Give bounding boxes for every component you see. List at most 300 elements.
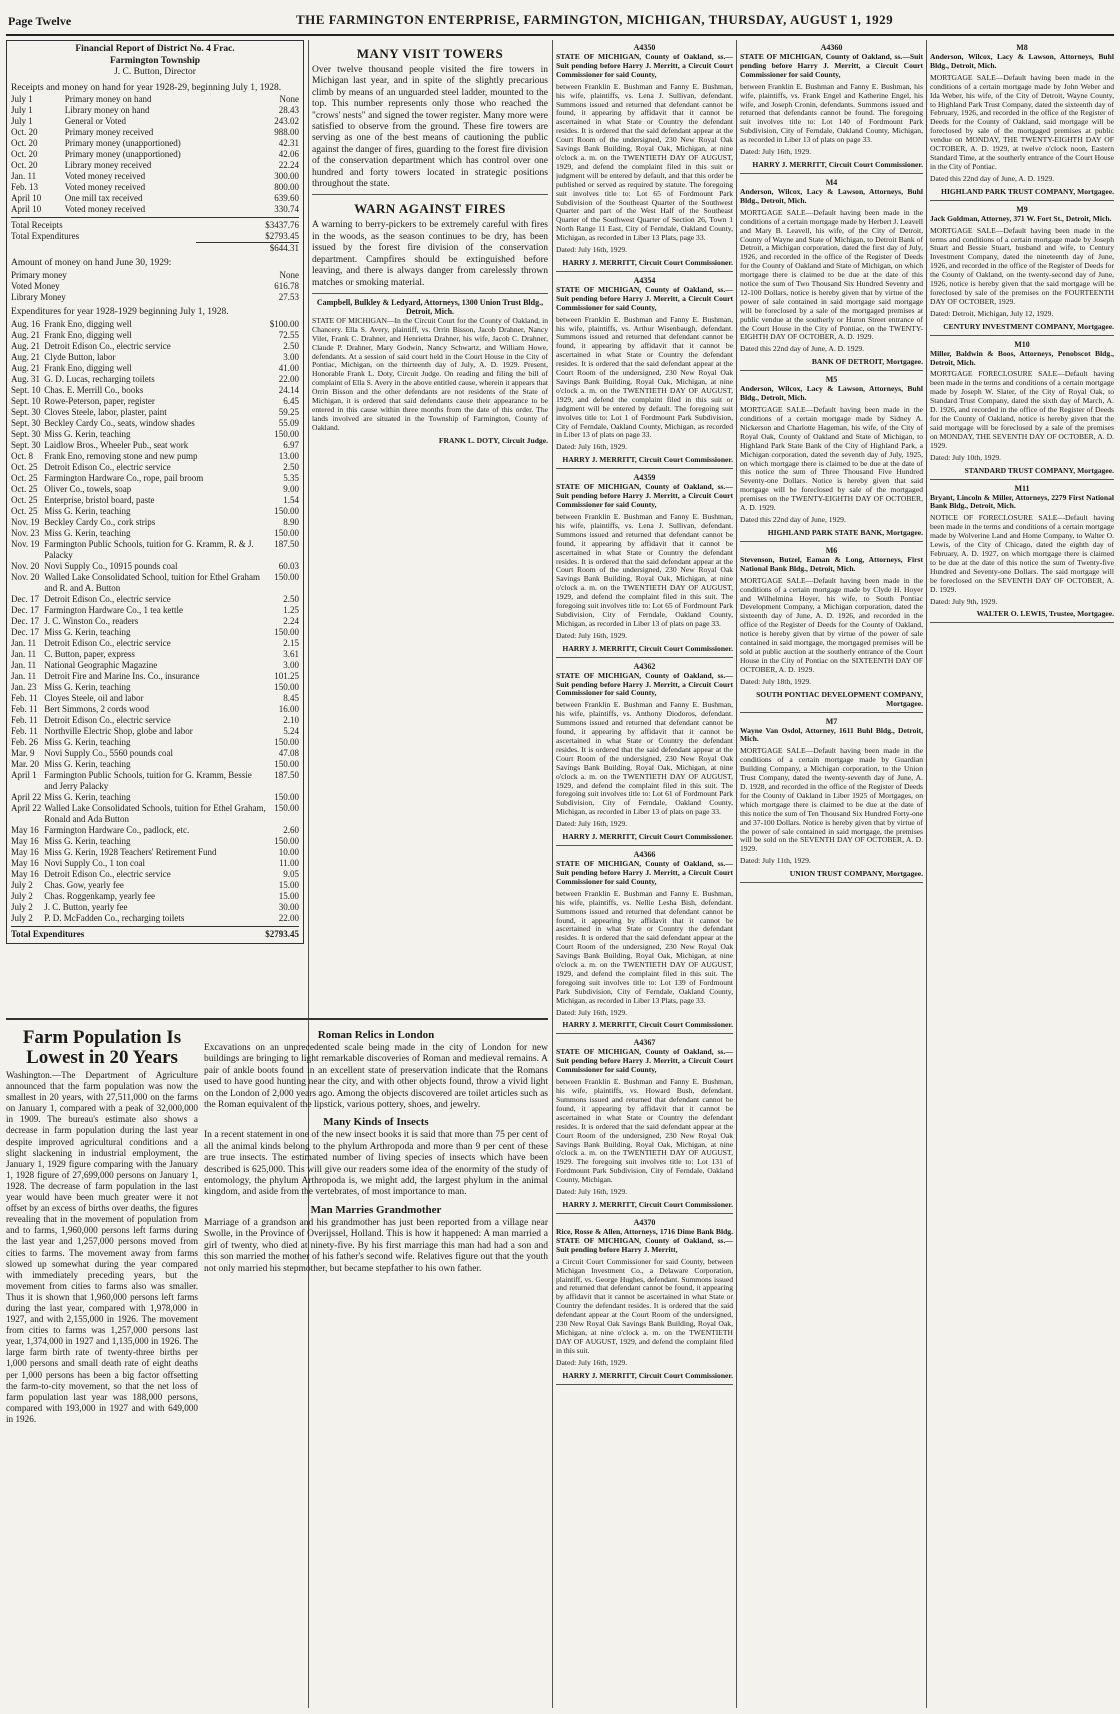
ledger-row: [11, 473, 299, 484]
ledger-item: Detroit Edison Co., electric service: [44, 868, 171, 879]
ledger-date: April 1: [11, 769, 37, 780]
ledger-amount: 2.50: [283, 593, 299, 604]
ledger-amount: 243.02: [274, 116, 299, 127]
ledger-amount: 8.45: [283, 692, 299, 703]
ledger-row: [11, 363, 299, 374]
ledger-row: [11, 281, 299, 292]
ledger-item: National Geographic Magazine: [44, 659, 158, 670]
ledger-row: [11, 748, 299, 759]
ledger-row: [11, 495, 299, 506]
ledger-date: Oct. 8: [11, 450, 33, 461]
ledger-row: [11, 270, 299, 281]
legal-notice: [556, 1218, 733, 1385]
legal-notice-head: Rice, Rosse & Allen, Attorneys, 1716 Dime Bank Bldg. STATE OF MICHIGAN, County of Oakland, ss.—Suit pending before Harry J. Merritt,: [556, 1226, 733, 1254]
legal-notice: [930, 205, 1114, 336]
ledger-row: [11, 869, 299, 880]
ledger-row: [11, 396, 299, 407]
ledger-amount: 1.54: [283, 494, 299, 505]
news-column: [312, 40, 548, 1014]
legal-notice-number: A4370: [633, 1217, 656, 1227]
ledger-date: Sept. 10: [11, 384, 41, 395]
ledger-row: [11, 704, 299, 715]
ledger-amount: 30.00: [278, 901, 299, 912]
ledger-row: [11, 880, 299, 891]
expenditures-table: [11, 319, 299, 924]
ledger-item: Library Money: [11, 291, 66, 302]
ledger-row: [11, 418, 299, 429]
ledger-row: [11, 127, 299, 138]
ledger-amount: 150.00: [274, 736, 299, 747]
ledger-row: [11, 204, 299, 215]
ledger-date: Feb. 11: [11, 725, 38, 736]
legal-notice-signature: HARRY J. MERRITT, Circuit Court Commissioner.: [752, 159, 923, 169]
ledger-date: Feb. 11: [11, 692, 38, 703]
ledger-amount: 6.45: [283, 395, 299, 406]
ledger-date: Oct. 25: [11, 461, 38, 472]
ledger-item: Miss G. Kerin, teaching: [44, 835, 131, 846]
total-expenditures-value: $2793.45: [265, 231, 299, 242]
ledger-amount: 72.55: [278, 329, 299, 340]
ledger-item: Chas. Roggenkamp, yearly fee: [44, 890, 155, 901]
ledger-row: [11, 440, 299, 451]
ledger-row: [11, 484, 299, 495]
ledger-row: [11, 561, 299, 572]
fires-headline: WARN AGAINST FIRES: [354, 201, 506, 217]
ledger-row: [11, 292, 299, 303]
legal-notice: [556, 473, 733, 657]
legal-notice-text: between Franklin E. Bushman and Fanny E. Bushman, his wife, plaintiffs, vs. Nellie Lesha Bish, defendant. Summons issued and returned that defendant cannot be found, it appearing by affidavit that it cannot be ascertained in what State or Country the defendant resides. It is ordered that the said defendant appear at the Court Room of the undersigned, 230 New Royal Oak Savings Bank Building, Royal Oak, Michigan, at nine o'clock a. m. on the TWENTIETH DAY OF AUGUST, 1929, and defend the complaint filed in this suit. The foregoing suit involves title to: Lot 139 of Fordmount Park Subdivision, City of Ferndale, Oakland County, Michigan, as recorded in Liber 13 Plats, page 33.: [556, 888, 733, 1005]
ledger-amount: 616.78: [274, 280, 299, 291]
ledger-amount: 1.25: [283, 604, 299, 615]
legal-notice-text: MORTGAGE SALE—Default having been made in the conditions of a certain mortgage made by Clyde H. Hoyer and Wilhelmina Hoyer, his wife, to South Pontiac Development Company, a Michigan corporation, dated the sixteenth day of June, A. D. 1926, and recorded in the office of the Register of Deeds for the County of Oakland, notice is hereby given that by virtue of the power of sale contained in said mortgage, the mortgaged premises will be sold at public auction at the southerly entrance of the Court House in the City of Pontiac on the SIXTEENTH DAY OF OCTOBER, A. D. 1929.: [740, 575, 923, 674]
total-receipts-value: $3437.76: [265, 220, 299, 231]
legal-notice-text: NOTICE OF FORECLOSURE SALE—Default having been made in the terms and conditions of a certain mortgage made by Wolverine Land and Home Company, to Walter O. Lewis, of the City of Chicago, dated the eighth day of February, A. D. 1927, on which mortgage there is claimed to be due at the date of this notice the sum of Twenty-five Hundred and Seventy-one Dollars. The said mortgage will be foreclosed on the SEVENTH DAY OF OCTOBER, A. D. 1929.: [930, 513, 1114, 594]
ledger-date: Jan. 11: [11, 637, 37, 648]
column-rule: [552, 40, 553, 1708]
legal-notice: [556, 850, 733, 1034]
ledger-date: Aug. 21: [11, 340, 40, 351]
ledger-row: [11, 836, 299, 847]
financial-report: [6, 40, 304, 1014]
legal-notice: [740, 43, 923, 174]
ledger-row: [11, 94, 299, 105]
ledger-item: Oliver Co., towels, soap: [44, 483, 132, 494]
ledger-row: [11, 451, 299, 462]
legal-notice-text: MORTGAGE SALE—Default having been made in the conditions of a certain mortgage made by Sidney A. Nickerson and Charlotte Hageman, his wife, of the City of Royal Oak, County of Oakland and State of Michigan, to Highland Park State Bank of the City of Highland Park, a Michigan corporation, dated the seventh day of July, 1925, on which mortgage there is claimed to be due at the date of this notice the sum of Three Thousand Five Hundred Seventy-one Dollars. Notice is hereby given that said mortgage will be foreclosed by sale of the mortgaged premises on the TWENTY-EIGHTH DAY OF OCTOBER, A. D. 1929.: [740, 405, 923, 513]
expenditures-total-value: $2793.45: [265, 928, 299, 939]
legal-notice-head: Jack Goldman, Attorney, 371 W. Fort St., Detroit, Mich.: [930, 213, 1112, 223]
ledger-amount: 47.08: [278, 747, 299, 758]
paper-title: THE FARMINGTON ENTERPRISE, FARMINGTON, MICHIGAN, THURSDAY, AUGUST 1, 1929: [296, 12, 894, 27]
legal-notice-signature: HARRY J. MERRITT, Circuit Court Commissioner.: [562, 257, 733, 267]
ledger-item: Detroit Edison Co., electric service: [44, 461, 171, 472]
ledger-date: Aug. 16: [11, 318, 40, 329]
ledger-row: [11, 182, 299, 193]
ledger-amount: 150.00: [274, 571, 299, 582]
legal-notice-head: Anderson, Wilcox, Lacy & Lawson, Attorneys, Buhl Bldg., Detroit, Mich.: [930, 52, 1114, 70]
ledger-amount: 300.00: [274, 171, 299, 182]
legal-notice-head: STATE OF MICHIGAN, County of Oakland, ss.—Suit pending before Harry J. Merritt, a Circuit Court Commissioner for said County,: [556, 52, 733, 79]
legal-notice-date: Dated: July 16th, 1929.: [556, 1357, 628, 1367]
report-director: J. C. Button, Director: [114, 67, 196, 78]
ledger-item: Beckley Cardy Co., cork strips: [44, 516, 156, 527]
column-rule: [736, 40, 737, 1708]
legal-notice-text: between Franklin E. Bushman and Fanny E. Bushman, his wife, plaintiffs, vs. Frank Engel and Katherine Engel, his wife, and Joseph Cronin, defendants. Summons issued and returned that defendants cannot be found. The foregoing suit involves title to: Lot 140 of Fordmount Park Subdivision, City of Ferndale, Oakland County, Michigan, as recorded in Liber 13 of plats on page 33.: [740, 81, 923, 145]
ledger-date: Jan. 11: [11, 670, 37, 681]
ledger-amount: 150.00: [274, 505, 299, 516]
ledger-row: [11, 638, 299, 649]
ledger-item: Primary money on hand: [64, 94, 152, 105]
legal-notice-signature: HIGHLAND PARK TRUST COMPANY, Mortgagee.: [941, 186, 1114, 196]
ledger-amount: 22.00: [278, 373, 299, 384]
ledger-amount: 150.00: [274, 835, 299, 846]
legal-notice-text: MORTGAGE SALE—Default having been made in the terms and conditions of a certain mortgage made by Joseph Stuart and Bessie Stuart, husband and wife, to Century Investment Company, dated the nineteenth day of June, 1926, and recorded in the office of the Register of Deeds for the County of Oakland, on the twenty-second day of June, 1926, notice is hereby given that the said mortgage will be foreclosed by sale of the premises on the FOURTEENTH DAY OF OCTOBER, 1929.: [930, 225, 1114, 306]
ledger-row: [11, 671, 299, 682]
short-items: [204, 1024, 548, 1708]
probate-text: STATE OF MICHIGAN—In the Circuit Court for the County of Oakland, in Chancery. Ella S. Avery, plaintiff, vs. Orrin Bisson, Jacob Drahner, Nancy Vilet, Frank C. Drahner, and Henrietta Drahner, his wife, Jacob C. Drahner, Claude P. Drahner, Mary Godwin, Nancy Schwartz, and William Howe, defendants. At a session of said court held in the Court House in the City of Pontiac, Michigan, on the thirteenth day of July, A. D. 1929. Present, Honorable Frank L. Doty, Circuit Judge. On reading and filing the bill of complaint of Ella S. Avery in the above entitled cause, wherein it appears that Orrin Bisson and the other defendants are not residents of the State of Michigan, it is ordered that said defendants cause their appearance to be entered in this cause within three months from the date of this order. The lands involved are situated in the Township of Farmington, County of Oakland.: [312, 315, 548, 432]
legal-notice: [930, 340, 1114, 480]
legal-notice-number: M5: [825, 375, 838, 385]
legal-notice-text: MORTGAGE SALE—Default having been made in the conditions of a certain mortgage made by John Weber and Ida Weber, his wife, of the City of Detroit, Wayne County, to Highland Park Trust Company, dated the sixteenth day of February, 1926, and recorded in the office of the Register of Deeds for the County of Oakland, said mortgage will be foreclosed by sale of the mortgaged premises at public vendue on MONDAY, THE TWENTY-EIGHTH DAY OF OCTOBER, A. D. 1929, at twelve o'clock noon, Eastern Standard Time, at the southerly entrance of the Court House in the City of Pontiac.: [930, 72, 1114, 171]
ledger-item: Clyde Button, labor: [44, 351, 116, 362]
expenditures-total: [11, 929, 299, 940]
legal-notice-text: between Franklin E. Bushman and Fanny E. Bushman, his wife, plaintiffs, vs. Anthony Diodoros, defendant. Summons issued and returned that defendant cannot be found, it appearing by affidavit that it cannot be ascertained in what State or Country the defendant resides. It is ordered that the said defendant appear at the Court Room of the undersigned, 230 New Royal Oak Savings Bank Building, Royal Oak, Michigan, at nine o'clock a. m. on the TWENTIETH DAY OF AUGUST, 1929, and defend the complaint filed in this suit. The foregoing suit involves title to: Lot 61 of Fordmount Park Subdivision, City of Ferndale, Oakland County, Michigan, as recorded in Liber 13 of plats on page 33.: [556, 700, 733, 817]
ledger-row: [11, 341, 299, 352]
total-expenditures-row: [11, 231, 299, 243]
ledger-date: Feb. 11: [11, 703, 38, 714]
legal-notice-signature: HARRY J. MERRITT, Circuit Court Commissioner.: [562, 455, 733, 465]
mortgage-notices-column-right: [930, 40, 1114, 1708]
ledger-date: Oct. 25: [11, 483, 38, 494]
ledger-date: Mar. 9: [11, 747, 35, 758]
legal-notice-head: STATE OF MICHIGAN, County of Oakland, ss.—Suit pending before Harry J. Merritt, a Circuit Court Commissioner for said County,: [556, 482, 733, 510]
page-label: Page Twelve: [8, 14, 72, 28]
towers-body: Over twelve thousand people visited the fire towers in Michigan last year, and in spite of the slightly precarious climb by means of an unguarded steel ladder, mounted to the top. This number represents only those who reached the "crows' nests" and signed the tower register. Many more were satisfied to observe from the ground. These fire towers are serving as one of the best means of cautioning the public against the danger of fires, guarding to the forest fire division of the conservation department which has control over one hundred and forty towers located in strategic positions throughout the state.: [312, 65, 548, 190]
report-title: Financial Report of District No. 4 Frac.: [75, 44, 235, 54]
legal-notice-head: STATE OF MICHIGAN, County of Oakland, ss.—Suit pending before Harry J. Merritt, a Circuit Court Commissioner for said County,: [556, 284, 733, 312]
legal-notice-text: a Circuit Court Commissioner for said County, between Michigan Investment Co., a Delaware Corporation, plaintiff, vs. George Hughes, defendant. Summons issued and returned that defendant cannot be found, it appearing by affidavit that it cannot be ascertained in what State or Country the defendant resides. It is ordered that the said defendant appear at the Court Room of the undersigned, 230 New Royal Oak Savings Bank Building, Royal Oak, Michigan, at nine o'clock a. m. on the TWENTIETH DAY OF AUGUST, 1929, and defend the complaint filed in this suit.: [556, 1256, 733, 1355]
legal-notice-head: Anderson, Wilcox, Lacy & Lawson, Attorneys, Buhl Bldg., Detroit, Mich.: [740, 186, 923, 205]
ledger-amount: 41.00: [278, 362, 299, 373]
ledger-amount: 2.50: [283, 461, 299, 472]
legal-notice-date: Dated: Detroit, Michigan, July 12, 1929.: [930, 308, 1054, 318]
legal-notice-number: M7: [825, 716, 838, 726]
legal-notice-date: Dated: July 16th, 1929.: [556, 1007, 628, 1017]
ledger-date: July 2: [11, 912, 33, 923]
ledger-amount: 187.50: [274, 769, 299, 780]
legal-notice-number: A4366: [633, 850, 656, 860]
ledger-date: Sept. 30: [11, 406, 41, 417]
grandmother-body: Marriage of a grandson and his grandmother has just been reported from a village near Swolle, in the Province of Overijssel, Holland. This is how it happened: A man married a girl of twenty, who died at ninety-five. By his first marriage this man had had a son and this son married the mother of his father's second wife. Relatives figure out that the youth not only married his stepmother, but became stepfather to his own father.: [204, 1217, 548, 1274]
ledger-amount: 150.00: [274, 527, 299, 538]
ledger-item: Miss G. Kerin, teaching: [44, 505, 131, 516]
ledger-item: Bert Simmons, 2 cords wood: [44, 703, 149, 714]
legal-notice: [930, 43, 1114, 201]
expend-intro: Expenditures for year 1928-1929 beginning July 1, 1928.: [11, 306, 229, 317]
legal-notice: [556, 662, 733, 846]
ledger-item: Miss G. Kerin, teaching: [44, 736, 131, 747]
legal-notice-signature: SOUTH PONTIAC DEVELOPMENT COMPANY, Mortgagee.: [756, 689, 923, 708]
legal-notice-number: M4: [825, 177, 838, 187]
ledger-date: Aug. 21: [11, 362, 40, 373]
ledger-item: Primary money: [11, 269, 67, 280]
legal-notice-date: Dated: July 16th, 1929.: [740, 147, 812, 157]
ledger-date: April 22: [11, 791, 42, 802]
report-intro: Receipts and money on hand for year 1928-29, beginning July 1, 1928.: [11, 82, 282, 93]
balance-row: [11, 243, 299, 255]
ledger-amount: 187.50: [274, 538, 299, 549]
total-receipts-label: Total Receipts: [11, 220, 63, 231]
ledger-date: Sept. 30: [11, 428, 41, 439]
ledger-amount: 6.97: [283, 439, 299, 450]
legal-notice-date: Dated this 22nd day of June, A. D. 1929.: [930, 173, 1055, 183]
ledger-date: Nov. 23: [11, 527, 40, 538]
ledger-row: [11, 913, 299, 924]
towers-headline: MANY VISIT TOWERS: [356, 46, 504, 61]
totals-table: [11, 220, 299, 254]
ledger-item: Chas. Gow, yearly fee: [44, 879, 124, 890]
ledger-item: Farmington Public Schools, tuition for G. Kramm, R. & J. Palacky: [44, 538, 254, 560]
ledger-date: Nov. 20: [11, 560, 40, 571]
fires-body: A warning to berry-pickers to be extremely careful with fires in the woods, as the season continues to be dry, has been issued by the forest fire division of the conservation department. Campfires should be extinguished before leaving, and there is always danger from carelessly thrown matches or smoking material.: [312, 220, 548, 288]
grandmother-headline: Man Marries Grandmother: [310, 1203, 442, 1216]
ledger-date: April 10: [11, 193, 42, 204]
ledger-row: [11, 539, 299, 561]
ledger-item: Novi Supply Co., 5560 pounds coal: [44, 747, 174, 758]
ledger-date: Dec. 17: [11, 593, 39, 604]
ledger-item: Beckley Cardy Co., seats, window shades: [44, 417, 195, 428]
legal-notice-signature: UNION TRUST COMPANY, Mortgagee.: [789, 869, 923, 879]
ledger-amount: 11.00: [279, 857, 299, 868]
ledger-amount: 2.50: [283, 340, 299, 351]
ledger-date: May 16: [11, 846, 39, 857]
ledger-date: May 16: [11, 824, 39, 835]
legal-notice: [556, 1038, 733, 1214]
ledger-amount: 59.25: [278, 406, 299, 417]
ledger-date: April 22: [11, 802, 42, 813]
ledger-item: Miss G. Kerin, teaching: [44, 791, 131, 802]
ledger-item: Detroit Edison Co., electric service: [44, 340, 171, 351]
legal-notice-signature: CENTURY INVESTMENT COMPANY, Mortgagee.: [943, 321, 1114, 331]
ledger-row: [11, 352, 299, 363]
ledger-item: Miss G. Kerin, teaching: [44, 758, 131, 769]
ledger-amount: 9.00: [283, 483, 299, 494]
ledger-row: [11, 891, 299, 902]
ledger-item: One mill tax received: [64, 193, 143, 204]
legal-notice-date: Dated: July 16th, 1929.: [556, 1187, 628, 1197]
legal-notice-date: Dated: July 18th, 1929.: [740, 676, 812, 686]
legal-notice-text: between Franklin E. Bushman and Fanny E. Bushman, his wife, plaintiffs, vs. Lena J. Sullivan, defendant. Summons issued and returned that defendant cannot be found, it appearing by affidavit that it cannot be ascertained in what State or Country the defendant resides. It is ordered that the said defendant appear at the Court Room of the undersigned, 230 New Royal Oak Savings Bank Building, Royal Oak, Michigan, at nine o'clock a. m. on the TWENTIETH DAY OF AUGUST, 1929, and defend the complaint filed in this suit or judgment will be entered by default, and that this order be published or served as required by statute. The foregoing suit involves title to: Lot 65 of Fordmount Park Subdivision of the Southeast Quarter of the Southwest Quarter and part of the West Half of the Southeast Quarter of the Southwest Quarter of Section 26, Town 1 North Range 11 East, City of Ferndale, Oakland County, Michigan, as recorded in Liber 13 Plats, page 33.: [556, 81, 733, 243]
ledger-amount: 13.00: [278, 450, 299, 461]
ledger-item: Primary money (unapportioned): [64, 138, 181, 149]
ledger-item: Miss G. Kerin, teaching: [44, 626, 131, 637]
ledger-date: July 2: [11, 879, 33, 890]
ledger-date: July 2: [11, 901, 33, 912]
ledger-row: [11, 594, 299, 605]
ledger-item: Cloyes Steele, oil and labor: [44, 692, 144, 703]
ledger-item: Farmington Hardware Co., rope, pail broom: [44, 472, 204, 483]
legal-notice: [930, 484, 1114, 624]
legal-notice-text: between Franklin E. Bushman and Fanny E. Bushman, his wife, plaintiffs, vs. Howard Bush, defendant. Summons issued and returned that defendant cannot be found, it appearing by affidavit that it cannot be ascertained in what State or Country the defendant resides. It is ordered that the said defendant appear at the Court Room of the undersigned, 230 New Royal Oak Savings Bank Building, Royal Oak, Michigan, at nine o'clock a. m. on the TWENTIETH DAY OF AUGUST, 1929. The foregoing suit involves title to: Lot 131 of Fordmount Park Subdivision, City of Ferndale, Oakland County, Michigan.: [556, 1077, 733, 1185]
ledger-amount: 800.00: [274, 182, 299, 193]
roman-body: Excavations on an unprecedented scale being made in the city of London for new buildings are bringing to light remarkable discoveries of Roman and medieval remains. A pair of ankle boots found in an excellent state of preservation indicate that the Romans used to have good hunting near the city, and with other objects found, throw a vivid light on the London of 2,000 years ago. Among the objects discovered are toilet articles such as the Roman equivalent of the lipstick, various pottery, shoes, and jewelry.: [204, 1043, 548, 1111]
ledger-item: Voted money received: [64, 204, 146, 215]
legal-notice-number: M8: [1016, 43, 1028, 52]
legal-notice-head: STATE OF MICHIGAN, County of Oakland, ss.—Suit pending before Harry J. Merritt, a Circuit Court Commissioner for said County,: [740, 52, 923, 79]
ledger-amount: 2.60: [283, 824, 299, 835]
ledger-amount: None: [279, 94, 299, 105]
mortgage-notices-column: [740, 40, 923, 1708]
ledger-amount: None: [279, 269, 299, 280]
legal-notice-head: STATE OF MICHIGAN, County of Oakland, ss.—Suit pending before Harry J. Merritt, a Circuit Court Commissioner for said County,: [556, 670, 733, 698]
legal-notice-number: A4360: [820, 43, 843, 52]
ledger-item: Library money on hand: [64, 105, 150, 116]
ledger-amount: 150.00: [274, 428, 299, 439]
on-hand-table: [11, 270, 299, 303]
ledger-row: [11, 616, 299, 627]
ledger-amount: 150.00: [274, 758, 299, 769]
legal-notice-number: A4362: [633, 661, 656, 671]
ledger-item: Walled Lake Consolidated School, tuition for Ethel Graham and R. and A. Button: [44, 571, 260, 593]
ledger-item: Detroit Fire and Marine Ins. Co., insurance: [44, 670, 200, 681]
ledger-row: [11, 429, 299, 440]
ledger-amount: 150.00: [274, 802, 299, 813]
ledger-row: [11, 682, 299, 693]
ledger-date: Jan. 11: [11, 659, 37, 670]
ledger-amount: 27.53: [278, 291, 299, 302]
legal-notice-date: Dated: July 10th, 1929.: [930, 452, 1002, 462]
legal-notice-number: M6: [825, 545, 838, 555]
ledger-amount: 150.00: [274, 681, 299, 692]
ledger-amount: 2.24: [283, 615, 299, 626]
legal-notice-number: A4354: [633, 275, 656, 285]
ledger-date: July 1: [11, 116, 33, 127]
ledger-row: [11, 138, 299, 149]
ledger-amount: 150.00: [274, 626, 299, 637]
legal-notice-signature: HARRY J. MERRITT, Circuit Court Commissioner.: [562, 1370, 733, 1380]
ledger-amount: 101.25: [274, 670, 299, 681]
legal-notice-text: MORTGAGE SALE—Default having been made in the conditions of a certain mortgage made by Herbert J. Leavell and Mary B. Leavell, his wife, of the City of Detroit, County of Wayne and State of Michigan, to Detroit Bank of Detroit, a Michigan corporation, dated the first day of July, 1926, and recorded in the office of the Register of Deeds for the County of Oakland and State of Michigan, on which mortgage there is claimed to be due at the date of this notice the sum of Two Thousand Six Hundred Seventy and 12-100 Dollars, notice is hereby given that by virtue of the power of sale contained in said mortgage said mortgage will be foreclosed by a sale of the mortgaged premises at public vendue at the southerly or Huron Street entrance of the Court House in the City of Pontiac, on the TWENTY-EIGHTH DAY OF OCTOBER, A. D. 1929.: [740, 207, 923, 342]
legal-notice-text: between Franklin E. Bushman and Fanny E. Bushman, his wife, plaintiffs, vs. Arthur Wisenbaugh, defendant. Summons issued and returned that defendant cannot be found, it appearing by affidavit that it cannot be ascertained in what State or Country the defendant resides. It is ordered that the said defendant appear at the Court Room of the undersigned, 230 New Royal Oak Savings Bank Building, Royal Oak, Michigan, at nine o'clock a. m. on the TWENTIETH DAY OF AUGUST, 1929, and defend the complaint filed in this suit or judgment will be entered by default. The foregoing suit involves title to: Lot 1 of Fordmount Park Subdivision, City of Ferndale, Oakland County, Michigan, as recorded in Liber 13 of plats on page 33.: [556, 314, 733, 440]
ledger-item: Laidlow Bros., Wheeler Pub., seat work: [44, 439, 189, 450]
ledger-amount: 3.00: [283, 659, 299, 670]
ledger-item: Chas. E. Merrill Co., books: [44, 384, 144, 395]
ledger-amount: 5.35: [283, 472, 299, 483]
financial-report-box: [6, 40, 304, 944]
insects-headline: Many Kinds of Insects: [323, 1116, 429, 1129]
ledger-row: [11, 407, 299, 418]
ledger-amount: 3.61: [283, 648, 299, 659]
receipts-table: [11, 94, 299, 215]
ledger-item: J. C. Winston Co., readers: [44, 615, 139, 626]
ledger-item: Cloves Steele, labor, plaster, paint: [44, 406, 167, 417]
ledger-amount: 330.74: [274, 204, 299, 215]
ledger-item: Voted money received: [64, 171, 146, 182]
ledger-row: [11, 374, 299, 385]
ledger-date: May 16: [11, 868, 39, 879]
ledger-date: Nov. 19: [11, 538, 40, 549]
ledger-amount: 15.00: [278, 879, 299, 890]
ledger-amount: 639.60: [274, 193, 299, 204]
ledger-item: Miss G. Kerin, teaching: [44, 428, 131, 439]
ledger-row: [11, 462, 299, 473]
legal-notice-signature: HARRY J. MERRITT, Circuit Court Commissioner.: [562, 1020, 733, 1030]
ledger-row: [11, 649, 299, 660]
legal-notice-date: Dated: July 9th, 1929.: [930, 596, 998, 606]
ledger-amount: 150.00: [274, 791, 299, 802]
ledger-item: Frank Eno, digging well: [44, 318, 132, 329]
legal-notice-head: Anderson, Wilcox, Lacy & Lawson, Attorneys, Buhl Bldg., Detroit, Mich.: [740, 384, 923, 403]
ledger-row: [11, 902, 299, 913]
ledger-row: [11, 715, 299, 726]
ledger-item: Farmington Hardware Co., padlock, etc.: [44, 824, 190, 835]
ledger-amount: 22.00: [278, 912, 299, 923]
ledger-amount: 42.31: [278, 138, 299, 149]
ledger-amount: $100.00: [269, 318, 299, 329]
ledger-date: Nov. 19: [11, 516, 40, 527]
ledger-row: [11, 693, 299, 704]
section-divider: [6, 1018, 548, 1020]
ledger-date: Feb. 13: [11, 182, 38, 193]
ledger-row: [11, 858, 299, 869]
legal-notice-signature: BANK OF DETROIT, Mortgagee.: [811, 357, 923, 367]
roman-headline: Roman Relics in London: [317, 1029, 435, 1041]
ledger-row: [11, 803, 299, 825]
ledger-date: Sept. 30: [11, 439, 41, 450]
ledger-row: [11, 825, 299, 836]
ledger-item: General or Voted: [64, 116, 126, 127]
ledger-row: [11, 759, 299, 770]
ledger-date: July 2: [11, 890, 33, 901]
legal-notice-date: Dated: July 16th, 1929.: [556, 245, 628, 255]
ledger-row: [11, 572, 299, 594]
ledger-date: July 1: [11, 94, 33, 105]
ledger-item: C. Button, paper, express: [44, 648, 135, 659]
balance-value: $644.31: [196, 243, 299, 255]
ledger-amount: 28.43: [278, 105, 299, 116]
legal-notice-date: Dated this 22nd day of June, A. D. 1929.: [740, 344, 865, 354]
ledger-item: P. D. McFadden Co., recharging toilets: [44, 912, 185, 923]
ledger-item: Frank Eno, removing stone and new pump: [44, 450, 198, 461]
ledger-date: Aug. 21: [11, 351, 40, 362]
farm-body: Washington.—The Department of Agriculture announced that the farm population was now the smallest in 20 years, with 27,511,000 on the farms on January 1, compared with a peak of 32,000,000 in 1909. The bureau's estimate also shows a decrease in farm population during the last year despite improved agricultural conditions and a slight slackening in industrial employment, the January 1, 1929 figure comparing with the January 1, 1928 figure of 27,699,000 persons on January 1, 1928. The decrease of farm population in the last year would have been much greater were it not offset by an excess of births over deaths, the figures revealing that in the movement of population from and to farms, 1,960,000 persons left farms during the last year and 1,257,000 persons moved from cities to farms. The movement away from farms slowed up somewhat during the year compared with immediately preceding years, but the movement from cities to farms also was smaller. Thus it is shown that 1,960,000 persons left farms during the last year, compared with 1,978,000 in 1927, and with 2,155,000 in 1926. The movement from cities to farms was 1,257,000 persons last year, 1,374,000 in 1927 and 1,135,000 in 1926. The large farm birth rate of twenty-three births per 1,000 persons and small death rate of eight deaths per 1,000 persons has been a big factor offsetting the farm-to-city movement, so that the net loss of farm population last year was 188,000 persons, compared with 193,000 in 1927 and with 649,000 in 1926.: [6, 1070, 198, 1424]
ledger-item: Walled Lake Consolidated Schools, tuition for Ethel Graham, Ronald and Ada Button: [44, 802, 266, 824]
ledger-item: Farmington Public Schools, tuition for G. Kramm, Bessie and Jerry Palacky: [44, 769, 252, 791]
column-rule: [926, 40, 927, 1708]
ledger-item: Novi Supply Co., 10915 pounds coal: [44, 560, 178, 571]
ledger-date: Oct. 20: [11, 127, 38, 138]
legal-notices-column: [556, 40, 733, 1708]
ledger-amount: 22.24: [278, 160, 299, 171]
ledger-date: Aug. 31: [11, 373, 40, 384]
ledger-date: Oct. 20: [11, 149, 38, 160]
ledger-date: Feb. 26: [11, 736, 38, 747]
ledger-amount: 15.00: [278, 890, 299, 901]
legal-notice: [740, 375, 923, 542]
ledger-item: G. D. Lucas, recharging toilets: [44, 373, 155, 384]
ledger-row: [11, 105, 299, 116]
ledger-item: Novi Supply Co., 1 ton coal: [44, 857, 145, 868]
ledger-date: Oct. 20: [11, 160, 38, 171]
ledger-item: Voted Money: [11, 280, 60, 291]
legal-notice-head: Stevenson, Butzel, Eaman & Long, Attorneys, First National Bank Bldg., Detroit, Mich.: [740, 554, 923, 573]
legal-notice: [556, 43, 733, 272]
ledger-row: [11, 737, 299, 748]
expenditures-total-label: Total Expenditures: [11, 928, 85, 939]
legal-notice-number: M11: [1014, 483, 1030, 493]
ledger-date: Dec. 17: [11, 626, 39, 637]
legal-notice-number: A4350: [633, 43, 656, 52]
